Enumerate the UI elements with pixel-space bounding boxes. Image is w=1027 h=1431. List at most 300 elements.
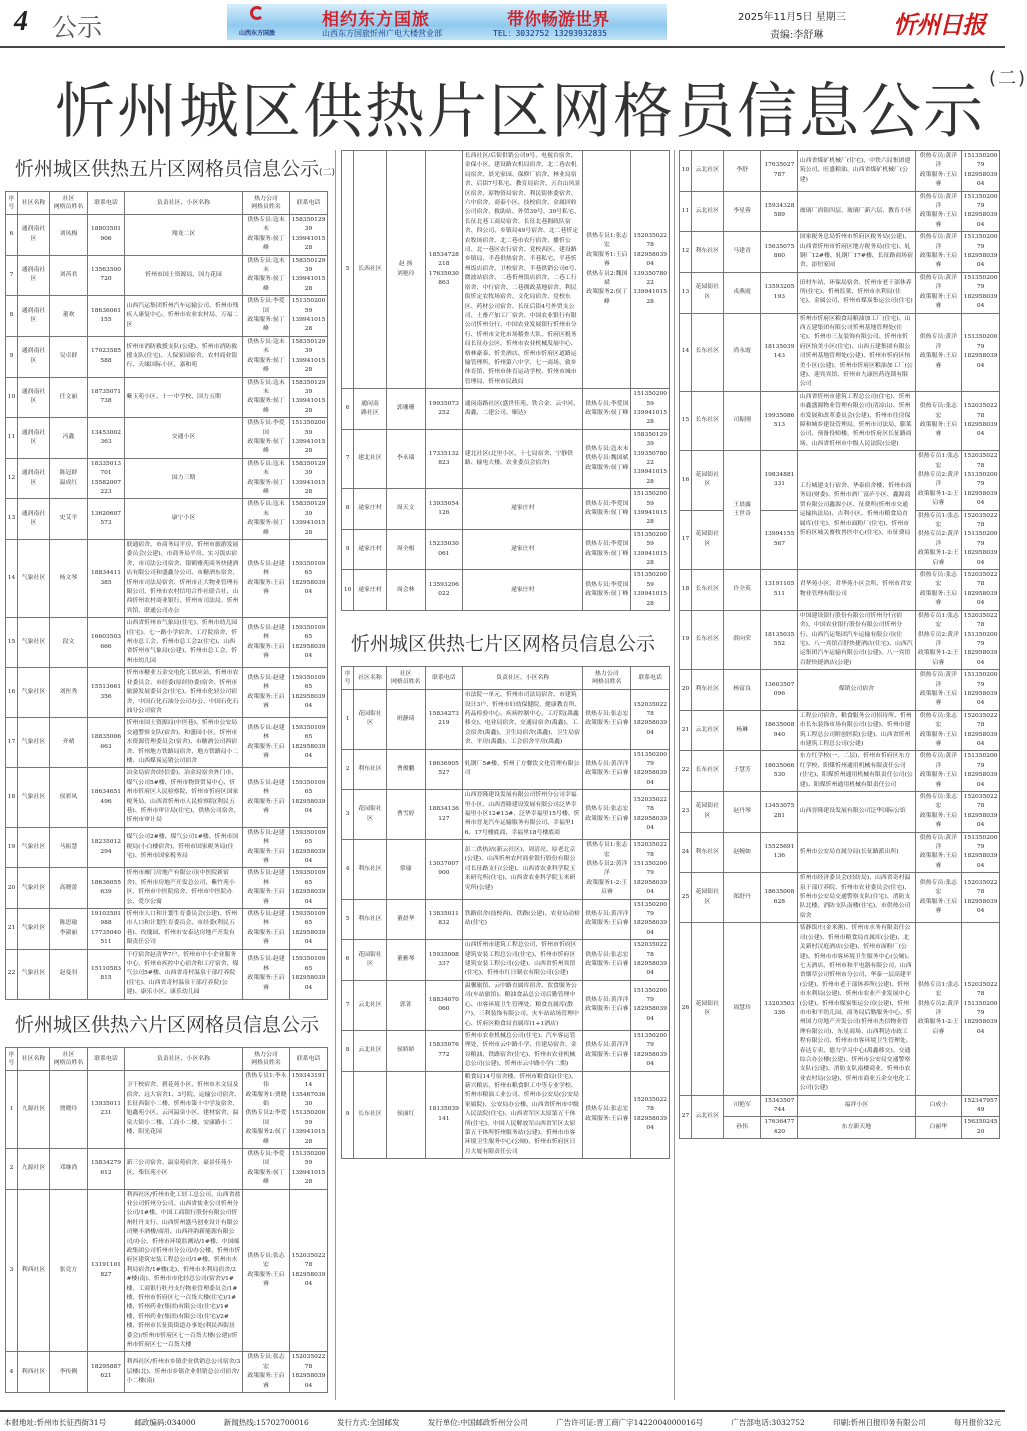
responsible-areas: 利西社区/忻州市乡镇企业供销总公司宿舍/3层楼(北)、忻州市乡镇企业供销总公司宿舍/小二楼(南) xyxy=(125,1352,243,1393)
contact-phone: 18636055639 xyxy=(88,868,125,909)
responsible-areas: 忻州市人口和计划生育委员会(公建)、忻州市人口和计划生育委员会、市经委(利民五巷)、玫瑰园、忻州市安泰达房地产开发有限责任公司 xyxy=(125,909,243,950)
heating-staff: 供热专员:寇末末 政策服务:侯丁峰 xyxy=(243,215,290,256)
grid-staff-name: 周天文 xyxy=(386,489,425,530)
grid-staff-table xyxy=(5,1047,328,1393)
row-number: 9 xyxy=(342,529,354,570)
row-number: 26 xyxy=(680,923,692,1095)
heating-staff: 供热专员1:李永伟 政策服务1:贾晓娟 供热专员2:李爱国 政策服务2:侯丁峰 xyxy=(243,1070,290,1148)
heating-staff-phone: 15135020079 18295803904 xyxy=(962,232,1000,273)
grid-staff-table xyxy=(341,150,670,611)
heating-staff-phone: 15935010965 18295803904 xyxy=(290,949,328,999)
heating-staff: 供热专员1:张志宏 供热专员2:黄洋洋 政策服务1-2:王启睿 xyxy=(915,451,962,510)
heating-staff: 供热专员:李爱国 政策服务:侯丁峰 xyxy=(583,489,631,530)
responsible-areas: 卫干校宿舍、碧花苑小区、忻州市水文局及宿舍、远大宿舍1、3号院、运输公司宿舍、长征西街小二楼、忻州市第十中学及宿舍、旭鑫苑小区、云河温泉小区、建材宿舍、温泉大街小二楼、工商小二楼、安康路小二楼、阳光花园 xyxy=(125,1070,243,1148)
grid-staff-name: 赵婉如 xyxy=(723,832,761,873)
table-row xyxy=(6,949,328,999)
table-row xyxy=(342,840,670,899)
community-name: 通润南社区 xyxy=(18,215,50,256)
heating-staff-phone: 15935010965 18295803904 xyxy=(290,827,328,868)
contact-phone: 18834136127 xyxy=(425,790,463,840)
column-header: 负责社区、小区名称 xyxy=(463,667,583,690)
community-name: 利东社区 xyxy=(354,840,387,899)
row-number: 6 xyxy=(342,389,354,430)
table-row xyxy=(6,215,328,256)
responsible-areas: 国家税务总局忻州市忻府区税务局(公建)、山西省忻州市忻府区地方税务局(住宅)、轧钢厂12#楼、轧钢厂17#楼、长征路商场宿舍、添恒家园 xyxy=(798,232,915,273)
column-header: 社区 网格员姓名 xyxy=(50,192,88,215)
grid-staff-name: 侯娇娇 xyxy=(386,1030,425,1071)
community-name: 利西社区 xyxy=(18,1352,50,1393)
footer-item: 本报地址:忻州市长征西街31号 xyxy=(4,1418,107,1427)
contact-phone: 18835006663 xyxy=(88,718,125,768)
heating-staff-phone: 15203502278 15135020079 18295803904 xyxy=(962,510,1000,569)
community-name: 花园街社区 xyxy=(691,873,723,923)
community-name: 气象社区 xyxy=(18,768,50,827)
responsible-areas: 山西汽运集团忻州汽车运输公司、忻州市残疾人康复中心、忻州市农业农村局、万福二区 xyxy=(125,296,243,337)
responsible-areas: 新三公司宿舍、温泉苑宿舍、豪景佳苑小区、柴钰苑小区 xyxy=(125,1148,243,1189)
contact-phone: 19935073252 xyxy=(425,389,463,430)
contact-phone: 13191101827 xyxy=(88,1189,125,1352)
grid-staff-name: 陈思瑜 李淑丽 xyxy=(50,909,88,950)
heating-staff-phone: 15934319114 13546703630 15135020059 13994101528 xyxy=(290,1070,328,1148)
responsible-areas: 山西晋隆建设发展有限公司忻州分公司幸福里小区、山西晋隆建设发展有限公司泛华幸福里小区12#13#、泛华幸福里15号楼、忻州市晋龙汽车运输服务有限公司、幸福里16、17号楼底商、幸福里18号楼底商 xyxy=(463,790,583,840)
contact-phone: 13037007900 xyxy=(425,840,463,899)
heating-staff: 供热专员:张志宏 政策服务:王启睿 xyxy=(915,873,962,923)
heating-staff-phone: 15135020079 18295803904 xyxy=(962,151,1000,192)
table-row xyxy=(6,868,328,909)
grid-staff-name: 邓继尚 xyxy=(50,1148,88,1189)
community-name: 花园街社区 xyxy=(354,790,387,840)
table-header-row xyxy=(6,192,328,215)
heating-staff-phone: 15203502278 18295803904 xyxy=(962,792,1000,833)
heating-staff: 供热专员:赵建林 政策服务:王启睿 xyxy=(243,540,290,618)
heating-staff: 白成小 xyxy=(915,1095,962,1117)
responsible-areas: 山西省煤矿机械厂(住宅)、中铁六局集团建筑公司、旺盛粮油、山西省煤矿机械厂(公建) xyxy=(798,151,915,192)
table-row xyxy=(6,296,328,337)
contact-phone: 15934328589 xyxy=(761,191,798,232)
grid-staff-name: 赵曼羽 xyxy=(50,949,88,999)
heating-staff: 供热专员1:张志宏 供热专员2:黄洋洋 政策服务1-2:王启睿 xyxy=(915,510,962,569)
heating-staff-phone: 15935010965 18295803904 xyxy=(290,618,328,668)
heating-staff-phone: 15835012939 13994101528 xyxy=(290,499,328,540)
heating-staff: 供热专员:寇末末 政策服务:侯丁峰 xyxy=(243,499,290,540)
responsible-areas: 忻州市国土资源局(中医巷)、忻州市公安局交通警察支队(宿舍)、和盛园小区、忻州市水资源管理委员会(宿舍)、市糖酒公司西宿舍、忻州地方铁路局宿舍、地方铁路局小二楼、山西煤炭运销公司宿舍 xyxy=(125,718,243,768)
responsible-areas: 君华苑小区、君华苑小区会所、忻州市君安物业管理有限公司 xyxy=(798,570,915,611)
community-name: 云北社区 xyxy=(691,151,723,192)
row-number: 20 xyxy=(6,868,18,909)
heating-staff: 供热专员:黄洋洋 政策服务:王启睿 xyxy=(915,191,962,232)
community-name: 利西社区 xyxy=(18,1189,50,1352)
heating-staff: 供热专员1:张志宏 供热专员2:黄洋洋 政策服务1-2:王启睿 xyxy=(583,840,631,899)
contact-phone: 18235012294 xyxy=(88,827,125,868)
contact-phone: 15834279612 xyxy=(88,1148,125,1189)
heating-staff: 供热专员:张志宏 政策服务:王启睿 xyxy=(243,1189,290,1352)
row-number: 21 xyxy=(680,710,692,751)
heating-staff: 供热专员:黄洋洋 政策服务:王启睿 xyxy=(583,749,631,790)
row-number: 5 xyxy=(342,151,354,389)
heating-staff: 供热专员:张志宏 政策服务:王启睿 xyxy=(243,1352,290,1393)
heating-staff: 供热专员:李爱国 政策服务:侯丁峰 xyxy=(243,1148,290,1189)
table-row xyxy=(342,790,670,840)
heating-staff: 供热专员:李爱国 政策服务:侯丁峰 xyxy=(243,296,290,337)
responsible-areas: 通闵南路社区(盛世佳苑、铁合金、云中河、禹鑫、二建公司、顺达) xyxy=(463,389,583,430)
page-header xyxy=(0,0,1005,48)
heating-staff: 供热专员:黄洋洋 政策服务:王启睿 xyxy=(583,980,631,1030)
responsible-areas: 彭二供热站(新云社区)、周清亮、原老北京(公建)、山西忻州农村商业银行股份有限公司长征路支行(公建)、山西省农业科学院玉米研究所(住宅)、山西省农业科学院玉米研究所(公建) xyxy=(463,840,583,899)
heating-staff-phone: 15234795749 xyxy=(962,1095,1000,1117)
table-row xyxy=(6,768,328,827)
heating-staff: 白丽华 xyxy=(915,1117,962,1139)
contact-phone: 17335132823 xyxy=(425,429,463,488)
community-name: 利东社区 xyxy=(691,670,723,711)
table-row xyxy=(680,610,1000,669)
contact-phone: 15513661356 xyxy=(88,668,125,718)
grid-staff-name: 高晓蕾 xyxy=(50,868,88,909)
heating-staff-phone: 15135020079 18295803904 xyxy=(962,751,1000,792)
community-name: 通润南社区 xyxy=(18,336,50,377)
table-row xyxy=(6,909,328,950)
ad-subtitle: 山西东方国旅忻州广电大楼营业部 xyxy=(322,29,442,38)
heating-staff-phone: 15135020059 13994101528 xyxy=(631,489,670,530)
grid-staff-table xyxy=(679,150,1000,1139)
row-number: 22 xyxy=(680,751,692,792)
grid-staff-name: 冯鑫 xyxy=(50,418,88,459)
row-number: 6 xyxy=(342,940,354,981)
responsible-areas: 温馨旅馆、云中路直属库宿舍、饮食服务公司(车站旅馆)、粮油食品总公司后勤管理中心、市客环境卫生管理处、粮食直属库(散户)、三利装饰有限公司、火车站站场管理中心、忻府区粮食局直属库(1+1酒店) xyxy=(463,980,583,1030)
heating-staff-phone: 15203502278 15135020079 18295803904 xyxy=(962,923,1000,1095)
community-name: 云北社区 xyxy=(354,1030,387,1071)
table-row xyxy=(342,940,670,981)
table-header-row xyxy=(342,667,670,690)
row-number: 8 xyxy=(342,489,354,530)
row-number: 11 xyxy=(680,191,692,232)
grid-staff-name: 刘芮君 xyxy=(50,255,88,296)
grid-staff-name: 郭菁 xyxy=(386,980,425,1030)
heating-staff-phone: 15203502278 15135020079 18295803904 xyxy=(962,451,1000,510)
table-row xyxy=(6,668,328,718)
grid-staff-table xyxy=(5,191,328,1000)
table-row xyxy=(680,832,1000,873)
contact-phone: 13191105511 xyxy=(761,570,798,611)
table-row xyxy=(342,1030,670,1071)
column-header: 联系电话 xyxy=(88,192,125,215)
contact-phone: 19834881331 xyxy=(761,451,798,510)
heating-staff: 供热专员:黄洋洋 政策服务:王启睿 xyxy=(583,899,631,940)
row-number: 10 xyxy=(342,570,354,611)
contact-phone: 18335013701 15582007223 xyxy=(88,458,125,499)
heating-staff-phone: 15135020079 18295803904 xyxy=(631,749,670,790)
row-number: 20 xyxy=(680,670,692,711)
footer-item: 印刷:忻州日报印务有限公司 xyxy=(833,1418,926,1427)
responsible-areas: 利西社区/忻州市化工轻工总公司、山西省盐业公司忻州分公司、山西省盐业公司忻州分公司/1#楼、中国工商银行股份有限公司忻州牡丹支行、山西忻州盛马创业设计有限公司聚丰酒楼/商用、山西祥韵新能源有限公司/办公、忻州市环境监测站/1#楼、中国邮政集团公司忻州市分公司/办公楼、忻州市忻府区建筑安装工程总公司/1#楼、忻州市水利局宿舍/1#楼(北)、忻州市水利局宿舍/2#楼(南)、忻州市市化轻总公司(宿舍)/1#楼、工商银行牡丹支行物业管理委员会/1#楼、忻州市忻府区七一百货大楼(住宅)/1#楼、忻州药业(集团)有限公司(住宅)/1#楼、忻州药业(集团)有限公司(住宅)/2#楼、忻州市长征街街道办事处(利民西街居委会)/忻州市忻府区七一百货大楼(公建)/忻州市忻府区七一百货大楼 xyxy=(125,1189,243,1352)
heating-staff: 供热专员1:张志宏 供热专员2:黄洋洋 政策服务1-2:王启睿 xyxy=(915,923,962,1095)
column-header: 联系电话 xyxy=(425,667,463,690)
community-name: 花园街社区 xyxy=(691,272,723,313)
responsible-areas: 国力三期 xyxy=(125,458,243,499)
footer-item: 每月报价32元 xyxy=(953,1418,1001,1427)
footer-item: 发行方式:全国邮发 xyxy=(337,1418,400,1427)
grid-staff-name: 常瑜 xyxy=(386,840,425,899)
community-name: 长东社区 xyxy=(354,1071,387,1159)
heating-staff-phone: 15635024520 xyxy=(962,1117,1000,1139)
heating-staff: 供热专员:张志宏 政策服务:王启睿 xyxy=(915,792,962,833)
table-row xyxy=(6,1148,328,1189)
grid-staff-name: 李舒 xyxy=(723,151,761,192)
column-header: 社区名称 xyxy=(18,192,50,215)
responsible-areas: 逯家庄村 xyxy=(463,570,583,611)
responsible-areas: 福祥小区 xyxy=(798,1095,915,1117)
grid-staff-name: 任文丽 xyxy=(50,377,88,418)
table-row xyxy=(680,272,1000,313)
table-title: 忻州城区供热六片区网格员信息公示 xyxy=(15,1013,320,1036)
row-number: 18 xyxy=(6,768,18,827)
table-row xyxy=(6,540,328,618)
heating-staff: 供热专员:李爱国 政策服务:侯丁峰 xyxy=(583,529,631,570)
table-row xyxy=(342,570,670,611)
row-number: 9 xyxy=(6,336,18,377)
row-number: 13 xyxy=(6,499,18,540)
community-name: 气象社区 xyxy=(18,949,50,999)
contact-phone: 13453002363 xyxy=(88,418,125,459)
table-row xyxy=(342,1071,670,1159)
grid-staff-name: 董晨华 xyxy=(386,899,425,940)
row-number: 15 xyxy=(6,618,18,668)
contact-phone: 15635075860 xyxy=(761,232,798,273)
contact-phone: 15110583815 xyxy=(88,949,125,999)
heating-staff: 供热专员:赵建林 政策服务:王启睿 xyxy=(243,949,290,999)
grid-staff-name: 侯彩凤 xyxy=(50,768,88,827)
travel-agency-logo: 山西东方国旅 xyxy=(231,6,283,38)
table-row xyxy=(342,899,670,940)
heating-staff: 供热专员:黄洋洋 政策服务:王启睿 xyxy=(915,151,962,192)
community-name: 气象社区 xyxy=(18,668,50,718)
grid-staff-name: 薛向荣 xyxy=(723,610,761,669)
grid-staff-name: 周慧玲 xyxy=(723,923,761,1095)
heating-staff-phone: 15203502278 18295803904 xyxy=(962,570,1000,611)
heating-staff-phone: 15203502278 18295803904 xyxy=(962,391,1000,450)
heating-staff: 供热专员:黄洋洋 政策服务:王启睿 xyxy=(915,751,962,792)
table-row xyxy=(6,1352,328,1393)
table-row xyxy=(6,499,328,540)
heating-staff-phone: 15203502278 18295803904 xyxy=(290,1352,328,1393)
footer-item: 邮政编码:034000 xyxy=(134,1418,196,1427)
heating-staff: 供热专员:赵建林 政策服务:王启睿 xyxy=(243,718,290,768)
column-header: 社区 网格员姓名 xyxy=(50,1047,88,1070)
table-row xyxy=(342,489,670,530)
community-name: 气象社区 xyxy=(18,868,50,909)
responsible-areas: 恬静饭庄(金米粥)、忻州市水务有限责任公司(公建)、忻州市粮食局直属库(公建)、北关新村汉庭酒店(公建)、忻州市面粉厂(公建)、忻州市市客环境卫生服务中心(公厕)、七天酒店、忻州市和平电器有限公司、山西省烟草公司忻州市分公司、华泰一层高建平(公建)、忻州市老干部休养所(公建)、忻州市水利局(公建)、忻州市农业产业发展中心(公建)、忻州市煤炭集运公司(公建)、忻州市市和平幼儿园、商务局后勤服务中心、忻州国力房地产开发公司(忻州市杰信物业管理有限公司)、东星商场、山西利达市政工程有限公司、忻州市市客环境卫生管理处、春达专卖、德力学习中心(禹鑫移交)、交通综合办公楼(公建)、忻州市公安局交通警察支队(公建)、消防支队南楼商业、忻州市农业农村局(公建)、忻州市商业五金交电化工公司(公建) xyxy=(798,923,915,1095)
community-name: 利东社区 xyxy=(691,832,723,873)
responsible-areas: 冶金局宿舍(经信委)、冶金局宿舍外门市、煤气公司5#楼、忻州市物资贸易中心、忻州市忻府区人民检察院、忻州市忻府区国家税务局、山西省忻州市人民检察院(利民五巷)、忻州市审计局(住宅)、供热公司宿舍、忻州市审计局 xyxy=(125,768,243,827)
column-header: 热力公司 网格员姓名 xyxy=(243,192,290,215)
community-name: 通闵南 路社区 xyxy=(354,389,387,430)
table-row xyxy=(342,389,670,430)
grid-staff-name: 赵 扬 刘艳玲 xyxy=(386,151,425,389)
community-name: 云北社区 xyxy=(691,191,723,232)
row-number: 13 xyxy=(680,272,692,313)
heating-staff: 供热专员:赵建林 政策服务:王启睿 xyxy=(243,618,290,668)
contact-phone: 18636061155 xyxy=(88,296,125,337)
heating-staff: 供热专员:赵建林 政策服务:王启睿 xyxy=(243,909,290,950)
contact-phone: 15835076772 xyxy=(425,1030,463,1071)
row-number: 11 xyxy=(6,418,18,459)
grid-staff-name: 杨文琴 xyxy=(50,540,88,618)
heating-staff: 供热专员:张志宏 政策服务:王启睿 xyxy=(583,1071,631,1159)
row-number: 8 xyxy=(6,296,18,337)
heating-staff-phone: 15935010965 18295803904 xyxy=(290,868,328,909)
contact-phone: 13203503336 xyxy=(761,923,798,1095)
table-row xyxy=(680,570,1000,611)
column-header: 序号 xyxy=(6,192,18,215)
contact-phone: 18534728218 17635030863 xyxy=(425,151,463,389)
community-name: 长东社区 xyxy=(691,610,723,669)
responsible-areas: 市法院一单元、忻州市司法局宿舍、市建筑设计3户、忻州市妇幼保健院、健康教育所、药品检验中心、疾病控制中心、工疗院(禹鑫移交)、电业局宿舍、交通局宿舍(禹鑫)、工会宿舍(禹鑫)、卫生局宿舍(禹鑫)、卫生局宿舍、平房(禹鑫)、工会宿舍平房(禹鑫) xyxy=(463,690,583,749)
community-name: 花园街社区 xyxy=(691,510,723,569)
responsible-areas: 山西忻州市建筑工程总公司、忻州市忻府区建筑安装工程总公司(住宅)、忻州市忻府区建筑安装工程公司(公建)、山西省忻州宾馆(住宅)、忻州市红日制衣有限公司(公建) xyxy=(463,940,583,981)
row-number: 16 xyxy=(6,668,18,718)
row-number: 25 xyxy=(680,873,692,923)
heating-staff-phone: 15203502278 18295803904 xyxy=(631,690,670,749)
table-row xyxy=(6,1070,328,1148)
responsible-areas: 东方新天地 xyxy=(798,1117,915,1139)
heating-staff-phone: 15835012939 13994101528 xyxy=(290,336,328,377)
contact-phone: 19103501988 17735040511 xyxy=(88,909,125,950)
heating-staff-phone: 15203502278 18295803904 xyxy=(631,790,670,840)
community-name: 九源社区 xyxy=(18,1148,50,1189)
contact-phone: 19935086513 xyxy=(761,391,798,450)
community-name: 长东社区 xyxy=(691,313,723,391)
contact-phone: 13620607573 xyxy=(88,499,125,540)
row-number: 8 xyxy=(342,1030,354,1071)
ad-slogan-2: 带你畅游世界 xyxy=(507,10,609,30)
responsible-areas: 轧钢厂5#楼、忻州丁方餐饮文化管理有限公司 xyxy=(463,749,583,790)
heating-staff-phone: 15135020059 13994101528 xyxy=(290,418,328,459)
heating-staff-phone: 15935010965 18295803904 xyxy=(290,668,328,718)
table-row xyxy=(6,255,328,296)
grid-staff-name: 董欢 xyxy=(50,296,88,337)
heating-staff: 供热专员1:张志宏 政策服务1:王启睿 供热专员2:魏国斌 政策服务2:侯丁峰 xyxy=(583,151,631,389)
community-name: 通润南社区 xyxy=(18,458,50,499)
contact-phone: 13593205193 xyxy=(761,272,798,313)
responsible-areas: 忻州市公安局直属分局(长征路派出所) xyxy=(798,832,915,873)
heating-staff: 供热专员:赵建林 政策服务:王启睿 xyxy=(243,668,290,718)
table-row xyxy=(342,980,670,1030)
row-number: 15 xyxy=(680,391,692,450)
responsible-areas: 忻州市忻府区粮食局粮油加工厂(住宅)、山西五建集团有限公司忻州基地管理处(住宅)、忻州市三友装饰有限公司、忻州市忻府区怡美小区(住宅)、山西五建集团有限公司忻州基地管理处(公建)、忻州市忻府区怡美小区(公建)、忻州市忻府区粮油加工厂(公建)、迎宾宾馆、忻州市九康医药连锁有限公司 xyxy=(798,313,915,391)
editor: 责编:李舒琳 xyxy=(770,30,824,41)
row-number: 3 xyxy=(6,1189,18,1352)
heating-staff: 供热专员:赵建林 政策服务:王启睿 xyxy=(243,827,290,868)
heating-staff: 供热专员:张志宏 政策服务:王启睿 xyxy=(915,570,962,611)
heating-staff: 供热专员:张志宏 政策服务:王启睿 xyxy=(583,790,631,840)
heating-staff-phone: 15203502278 18295803904 xyxy=(631,940,670,981)
heating-staff-phone: 15203502278 18295803904 13935078022 13994101528 xyxy=(631,151,670,389)
row-number: 27 xyxy=(680,1095,692,1139)
heating-staff-phone: 15135020079 18295803904 xyxy=(631,980,670,1030)
community-name: 气象社区 xyxy=(18,618,50,668)
heating-staff: 供热专员:赵建林 政策服务:王启睿 xyxy=(243,868,290,909)
heating-staff-phone: 15135020079 18295803904 xyxy=(962,832,1000,873)
heating-staff-phone: 15835012939 13994101528 xyxy=(290,255,328,296)
column-header: 社区名称 xyxy=(354,667,387,690)
table-row xyxy=(680,792,1000,833)
contact-phone: 13994155567 xyxy=(761,510,798,569)
heating-staff-phone: 15135020079 18295803904 xyxy=(962,191,1000,232)
heating-staff: 供热专员1:张志宏 供热专员2:黄洋洋 政策服务1-2:王启睿 xyxy=(915,610,962,669)
heating-staff-phone: 15203502278 15135020079 18295803904 xyxy=(631,840,670,899)
contact-phone: 18035066530 xyxy=(761,751,798,792)
community-name: 气象社区 xyxy=(18,540,50,618)
heating-staff: 供热专员:黄洋洋 政策服务:王启睿 xyxy=(915,313,962,391)
heating-staff: 供热专员:寇末末 政策服务:侯丁峰 xyxy=(243,377,290,418)
heating-staff: 供热专员:李爱国 政策服务:侯丁峰 xyxy=(583,570,631,611)
heating-staff-phone: 15135020059 13994101528 xyxy=(631,389,670,430)
grid-staff-name: 郑舒丹 xyxy=(723,873,761,923)
grid-staff-name: 刘医秀 xyxy=(50,668,88,718)
heating-staff-phone: 15835012939 13994101528 xyxy=(290,377,328,418)
row-number: 19 xyxy=(680,610,692,669)
responsible-areas: 忻州市消防救援支队(公建)、忻州市消防救援支队(住宅)、人保家园宿舍、农村商业银行、天缘国际小区、嘉和苑 xyxy=(125,336,243,377)
heating-staff: 供热专员:赵建林 政策服务:王启睿 xyxy=(243,768,290,827)
row-number: 4 xyxy=(6,1352,18,1393)
heating-staff-phone: 15135020059 13994101528 xyxy=(631,570,670,611)
contact-phone: 18803501906 xyxy=(88,215,125,256)
table-row xyxy=(680,1117,1000,1139)
table-row xyxy=(342,749,670,790)
responsible-areas: 康宁小区 xyxy=(125,499,243,540)
contact-phone: 13593206022 xyxy=(425,570,463,611)
contact-phone: 18135039143 xyxy=(761,313,798,391)
contact-phone: 15834273219 xyxy=(425,690,463,749)
heating-staff-phone: 15835012939 13935078022 13994101528 xyxy=(631,429,670,488)
table-row xyxy=(342,529,670,570)
grid-staff-name: 贾晓玲 xyxy=(50,1070,88,1148)
heating-staff: 供热专员:黄洋洋 政策服务:王启睿 xyxy=(915,670,962,711)
table-title: 忻州城区供热五片区网格员信息公示(二) xyxy=(15,158,336,180)
contact-phone: 18295887621 xyxy=(88,1352,125,1393)
responsible-areas: 忻州市雁门房地产有限公司(中医院新宿舍)、忻州市房地产开发总公司、紫竹苑小区、忻州市中医院宿舍、忻州市中医院办公、爱尔公寓 xyxy=(125,868,243,909)
column-divider xyxy=(674,150,675,1400)
footer-item: 广告许可证:晋工商广字1422004000016号 xyxy=(556,1418,704,1427)
heating-staff-phone: 15135020059 13994101528 xyxy=(290,1148,328,1189)
heating-staff: 供热专员:张志宏 政策服务:王启睿 xyxy=(915,391,962,450)
grid-staff-name: 侯丽红 xyxy=(386,1071,425,1159)
grid-staff-name: 段文 xyxy=(50,618,88,668)
heating-staff: 供热专员:张志宏 政策服务:王启睿 xyxy=(583,940,631,981)
row-number: 2 xyxy=(6,1148,18,1189)
grid-staff-name: 齐晴 xyxy=(50,718,88,768)
contact-phone: 13453075281 xyxy=(761,792,798,833)
issue-date: 2025年11月5日 星期三 xyxy=(738,12,846,23)
row-number: 9 xyxy=(342,1071,354,1159)
community-name: 长东社区 xyxy=(691,751,723,792)
table-header-row xyxy=(6,1047,328,1070)
grid-staff-name: 曹雪婷 xyxy=(386,790,425,840)
heating-staff: 供热专员:寇末末 政策服务:侯丁峰 xyxy=(243,336,290,377)
column-header: 序号 xyxy=(342,667,354,690)
table-row xyxy=(342,151,670,389)
row-number: 22 xyxy=(6,949,18,999)
grid-staff-name: 李星蓉 xyxy=(723,191,761,232)
column-header: 热力公司 网格员姓名 xyxy=(243,1047,290,1070)
row-number: 18 xyxy=(680,570,692,611)
table-row xyxy=(342,690,670,749)
contact-phone: 15235030061 xyxy=(425,529,463,570)
newspaper-logo: 忻州日报 xyxy=(893,10,985,39)
table-row xyxy=(680,923,1000,1095)
contact-phone: 17636477420 xyxy=(761,1117,798,1139)
responsible-areas: 中国建设银行股份有限公司忻州分行(宿舍)、中国农业银行股份有限公司忻州分行、山西汽运集团汽车运输有限公司(住宅)、八一宾馆百舒快捷酒店(住宅)、山西汽运集团汽车运输有限公司(公建)、八一宾馆百舒快捷酒店(公建) xyxy=(798,610,915,669)
row-number: 16 xyxy=(680,451,692,510)
